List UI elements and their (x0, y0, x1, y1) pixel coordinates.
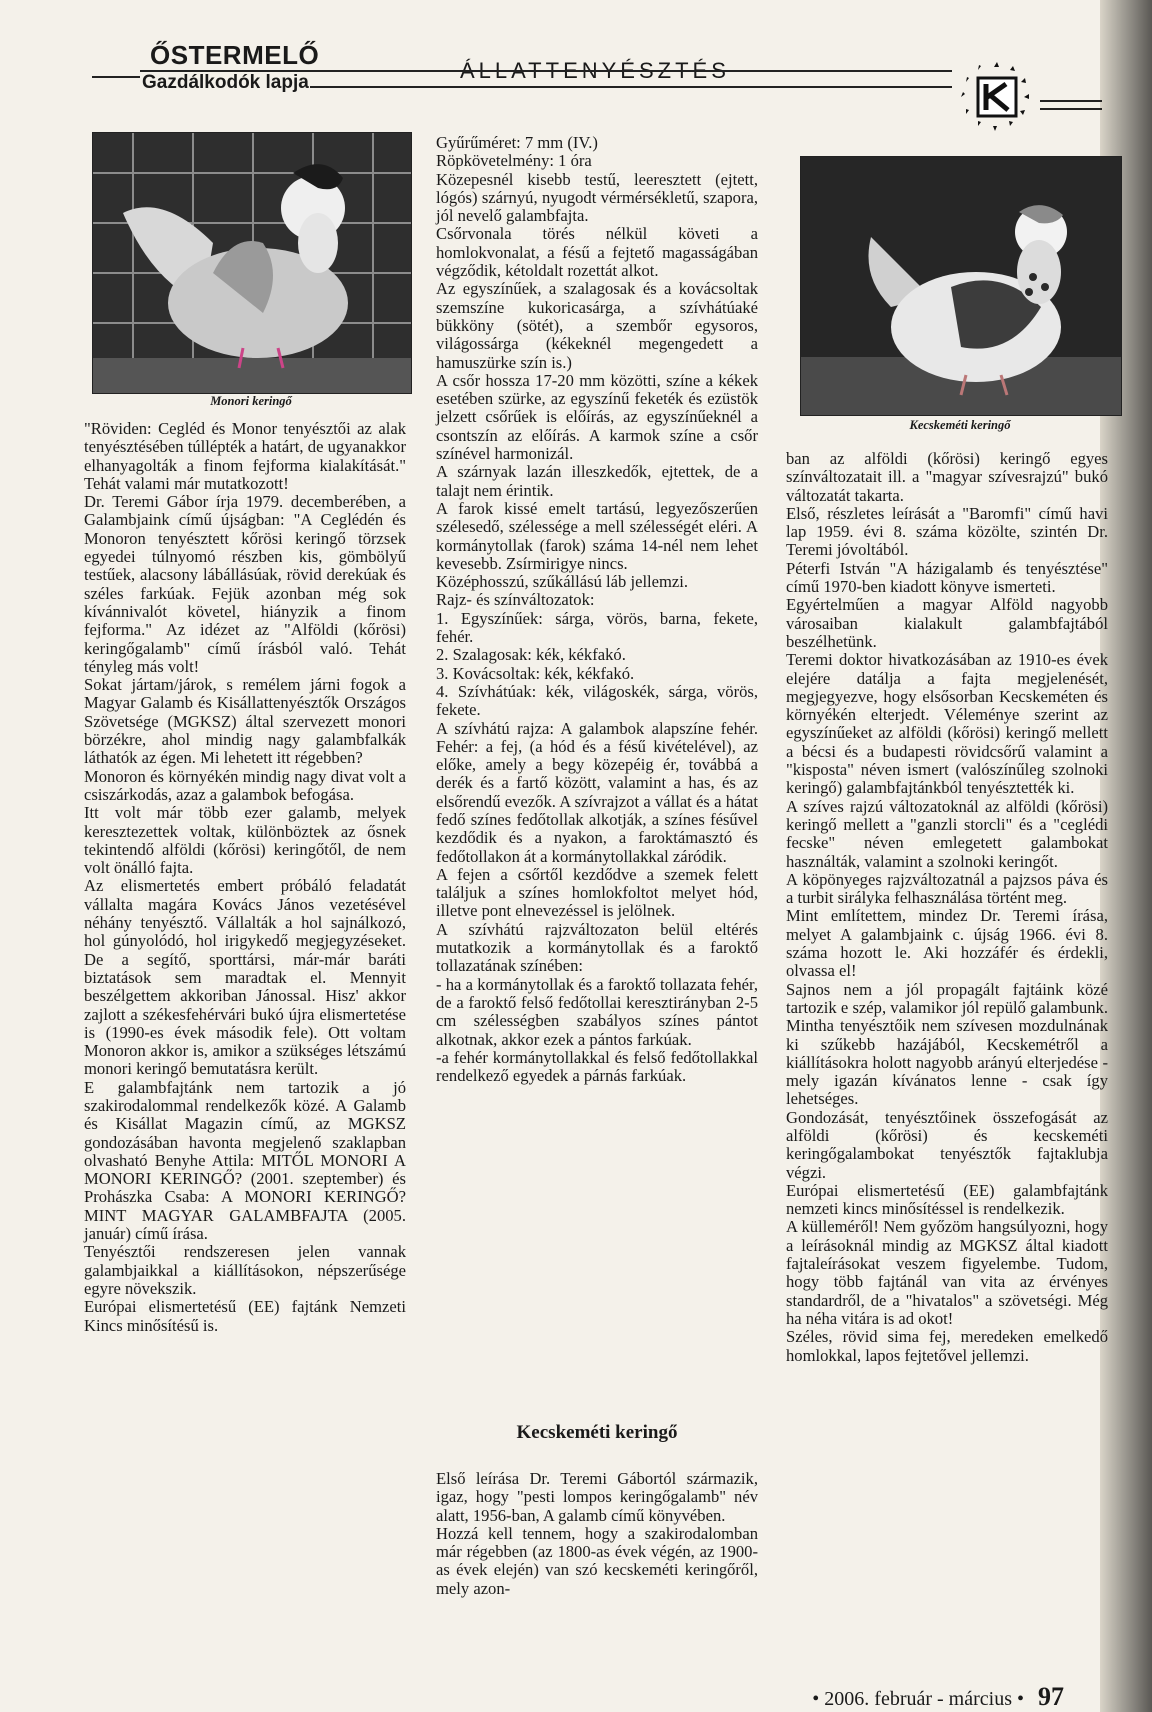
article-column-2 (436, 134, 758, 1085)
col2-paragraph: Az egyszínűek, a szalagosak és a kovácsoltak szemszíne kukoricasárga, a szívhátúaké bükköny (sötét), a szembőr egysoros, világossárga (kékeknél megengedett a hamuszürke szín is.) (436, 279, 758, 372)
col2-paragraph: 3. Kovácsoltak: kék, kékfakó. (436, 663, 635, 683)
col1-paragraph: Az elismertetés embert próbáló feladatát vállalta magára Kovács János vezetésével néhány tenyésztő. Vállalták a hol sajnálkozó, hol gúnyolódó, hol irigykedő megjegyzéseket. De a segítő, sporttársi, már-már baráti biztatások sem maradtak el. Mennyit beszélgettem akkoriban Jánossal. Hisz' akkor zajlott a székesfehérvári bukó újra elismertetése is (1990-es évek második fele). Ott voltam Monoron akkor is, amikor a szükséges létszámú monori keringő bemutatásra került. (84, 876, 406, 1079)
col2-paragraph: A csőr hossza 17-20 mm közötti, színe a kékek esetében szürke, az egyszínű feketék és ezüstök jelzett csőrűek is előírás, az egyszínűeknél a csontszín az előírás. A karmok színe a csőr színével harmonizál. (436, 370, 758, 464)
col2-paragraph: A farok kissé emelt tartású, legyezőszerűen szélesedő, szélessége a mell szélességét eléri. A kormánytollak (farok) száma 14-nél nem lehet kevesebb. Zsírmirigye nincs. (436, 498, 758, 573)
col1-paragraph: Itt volt már több ezer galamb, melyek keresztezettek voltak, különböztek az ősnek tekintendő alföldi (kőrösi) keringőtől, de nem volt önálló fajta. (84, 803, 406, 878)
article-column-2b (436, 1470, 758, 1598)
col2-paragraph: 2. Szalagosak: kék, kékfakó. (436, 645, 626, 665)
header-rule-bottom (310, 86, 952, 88)
col2b-paragraph: Első leírása Dr. Teremi Gábortól származik, igaz, hogy "pesti lompos keringőgalamb" név alatt, 1956-ban, A galamb című könyvében. (436, 1469, 758, 1525)
col3-paragraph: Péterfi István "A házigalamb és tenyésztése" című 1970-ben kiadott könyve ismerteti. (786, 558, 1108, 597)
article-column-3 (786, 450, 1108, 1365)
col3-paragraph: A szíves rajzú változatoknál az alföldi (kőrösi) keringő mellett a "ganzli storcli" és a "ceglédi fecske" néven emlegetett galambokat használták, valamint a szolnoki keringőt. (786, 796, 1108, 871)
issue-date: • 2006. február - március • (812, 1688, 1024, 1710)
article-column-1 (84, 420, 406, 1335)
header-rule-right-2 (1040, 108, 1102, 110)
section-label: ÁLLATTENYÉSZTÉS (460, 58, 730, 83)
header-rule-top (140, 70, 952, 72)
col2-paragraph: 1. Egyszínűek: sárga, vörös, barna, fekete, fehér. (436, 608, 758, 647)
col2-paragraph: A szárnyak lazán illeszkedők, ejtettek, de a talajt nem érintik. (436, 462, 758, 500)
col2-paragraph: Közepesnél kisebb testű, leeresztett (ejtett, lógós) szárnyú, nyugodt vérmérsékletű, szapora, jól nevelő galambfajta. (436, 169, 758, 226)
col2-paragraph: A fejen a csőrtől kezdődve a szemek felett találjuk a színes homlokfoltot melyet hód, illetve pont elnevezéssel is jelölnek. (436, 864, 758, 921)
col2-paragraph: Csőrvonala törés nélkül követi a homlokvonalat, a fésű a fejtető magasságában végződik, kétoldalt rozettát alkot. (436, 224, 758, 281)
col2-paragraph: 4. Szívhátúak: kék, világoskék, sárga, vörös, fekete. (436, 681, 758, 720)
col3-paragraph: Mint említettem, mindez Dr. Teremi írása, melyet A galambjaink c. újság 1966. évi 8. száma hozott le. Aki hozzáfér és érdekli, olvassa el! (786, 906, 1108, 981)
col2-paragraph: -a fehér kormánytollakkal és felső fedőtollakkal rendelkező egyedek a párnás farkúak. (436, 1047, 758, 1086)
kecskemeti-kering-photo (800, 156, 1122, 416)
col2-paragraph: A szívhátú rajzváltozaton belül eltérés mutatkozik a kormánytollak és a faroktő tollazatának színében: (436, 919, 758, 976)
header-rule-right (1040, 100, 1102, 102)
col2-paragraph: A szívhátú rajza: A galambok alapszíne fehér. Fehér: a fej, (a hód és a fésű kivételével), az előke, amely a begy közepéig ér, továbbá a derék és a fartő között, valamint a has, és az elsőrendű evezők. A szívrajzot a vállat és a hátat fedő színes fedőtollak alkotják, a színes fésűvel kezdődik és a nyakon, a faroktámasztó és fedőtollakon át a kormánytollakkal záródik. (436, 718, 758, 866)
col3-paragraph: Egyértelműen a magyar Alföld nagyobb városaiban kialakult galambfajtából beszélhetünk. (786, 595, 1108, 651)
page-footer (812, 1682, 1064, 1712)
col1-paragraph: Dr. Teremi Gábor írja 1979. decemberében, a Galambjaink című újságban: "A Ceglédén és Monoron tenyésztett kőrösi keringő törzsek egyedei túlnyomó részben kis, gömbölyű testűek, alacsony lábállásúak, rövid derekúak és széles farkúak. Fejük azonban még sok kívánnivalót követel, hiányzik a finom fejforma." Az idézet az "Alföldi (kőrösi) keringőgalamb" című írásból való. Tehát tényleg más volt! (84, 492, 406, 676)
col1-paragraph: Sokat jártam/járok, s remélem járni fogok a Magyar Galamb és Kisállattenyésztők Országos Szövetsége (MGKSZ) által szervezett monori börzékre, ahol mindig nagy galambfalkák láthatók az égen. Mi lehetett itt régebben? (84, 675, 406, 768)
col2-paragraph: Rajz- és színváltozatok: (436, 590, 595, 610)
photo-caption-right: Kecskeméti keringő (909, 418, 1011, 432)
col3-paragraph: A külleméről! Nem győzöm hangsúlyozni, hogy a leírásoknál mindig az MGKSZ által kiadott fajtaleírásokat veszem figyelembe. Tudom, hogy több fajtánál van vita az érvényes standardről, de a "hivatalos" a szövetségi. Még ha néha vitára is ad okot! (786, 1217, 1108, 1328)
col3-paragraph: Európai elismertetésű (EE) galambfajtánk nemzeti kincs minősítéssel is rendelkezik. (786, 1180, 1108, 1219)
pigeon-image-right (801, 157, 1121, 415)
col2-paragraph: Középhosszú, szűkállású láb jellemzi. (436, 572, 689, 592)
col2-paragraph: Röpkövetelmény: 1 óra (436, 151, 592, 171)
monori-kering-photo (92, 132, 412, 394)
col1-paragraph: Monoron és környékén mindig nagy divat volt a csiszárkodás, azaz a galambok befogása. (84, 766, 406, 804)
photo-caption-left: Monori keringő (210, 394, 292, 408)
col2-paragraph: Gyűrűméret: 7 mm (IV.) (436, 133, 598, 152)
col1-paragraph: Tenyésztői rendszeresen jelen vannak galambjaikkal a kiállításokon, népszerűsége egyre növekszik. (84, 1242, 406, 1298)
col3-paragraph: A köpönyeges rajzváltozatnál a pajzsos páva és a turbit sirályka felhasználása történt meg. (786, 869, 1108, 908)
col3-paragraph: Sajnos nem a jól propagált fajtáink közé tartozik e szép, valamikor jól repülő galambunk. Mintha tenyésztőik nem szívesen mozdulnának ki szűkebb hazájából, Kecskemétről a kiállításokra holott nagyobb arányú elterjedése - mely igazán kívánatos lenne - csak így lehetséges. (786, 979, 1108, 1109)
col3-paragraph: Gondozását, tenyésztőinek összefogását az alföldi (kőrösi) és kecskeméti keringőgalambokat tenyésztők fajtaklubja végzi. (786, 1107, 1108, 1182)
col1-paragraph: Európai elismertetésű (EE) fajtánk Nemzeti Kincs minősítésű is. (84, 1297, 406, 1335)
header-rule-left (92, 76, 140, 78)
col2b-paragraph: Hozzá kell tennem, hogy a szakirodalomban már régebben (az 1800-as évek végén, az 1900-as évek elején) van szó kecskeméti keringőről, mely azon- (436, 1523, 758, 1598)
col3-paragraph: Teremi doktor hivatkozásában az 1910-es évek elejére datálja a fajta megjelenését, megjegyezve, hogy elsősorban Kecskeméten és környékén elterjedt. Véleménye szerint az egyszínűeket az alföldi (kőrösi) keringő mellett a bécsi és a budapesti rövidcsőrű valamint a "kisposta" néven ismert (valószínűleg szolnoki keringő) galambfajtánkból tenyésztették ki. (786, 650, 1108, 798)
pigeon-image-left (93, 133, 411, 393)
col1-paragraph: E galambfajtánk nem tartozik a jó szakirodalommal rendelkezők közé. A Galamb és Kisállat Magazin című, az MGKSZ gondozásában havonta megjelenő szaklapban olvasható Benyhe Attila: MITŐL MONORI A MONORI KERINGŐ? (2001. szeptember) és Prohászka Csaba: A MONORI KERINGŐ? MINT MAGYAR GALAMBFAJTA (2005. január) című írása. (84, 1077, 406, 1244)
col1-paragraph: "Röviden: Cegléd és Monor tenyésztői az alak tenyésztésében túllépték a határt, de ugyanakkor elhanyagolták a finom fejforma kialakítását." Tehát valami már mutatkozott! (84, 419, 406, 493)
page-number: 97 (1038, 1682, 1064, 1711)
col3-paragraph: Széles, rövid sima fej, meredeken emelkedő homlokkal, lapos fejtetővel jellemzi. (786, 1327, 1108, 1365)
publisher-logo-icon (958, 58, 1036, 136)
masthead-title: ŐSTERMELŐ (150, 40, 320, 70)
col2-paragraph: - ha a kormánytollak és a faroktő tollazata fehér, de a faroktő felső fedőtollai keresztirányban 2-5 cm szélességben szabályos színes pántot alkotnak, akkor ezek a pántos farkúak. (436, 974, 758, 1049)
section-heading-kecskemeti: Kecskeméti keringő (516, 1422, 678, 1443)
col3-paragraph: Első, részletes leírását a "Baromfi" című havi lap 1959. évi 8. száma közölte, szintén Dr. Teremi jóvoltából. (786, 503, 1108, 560)
col3-paragraph: ban az alföldi (kőrösi) keringő egyes színváltozatait ill. a "magyar szívesrajzú" bukó változatát takarta. (786, 449, 1108, 505)
masthead-subtitle: Gazdálkodók lapja (142, 72, 309, 93)
